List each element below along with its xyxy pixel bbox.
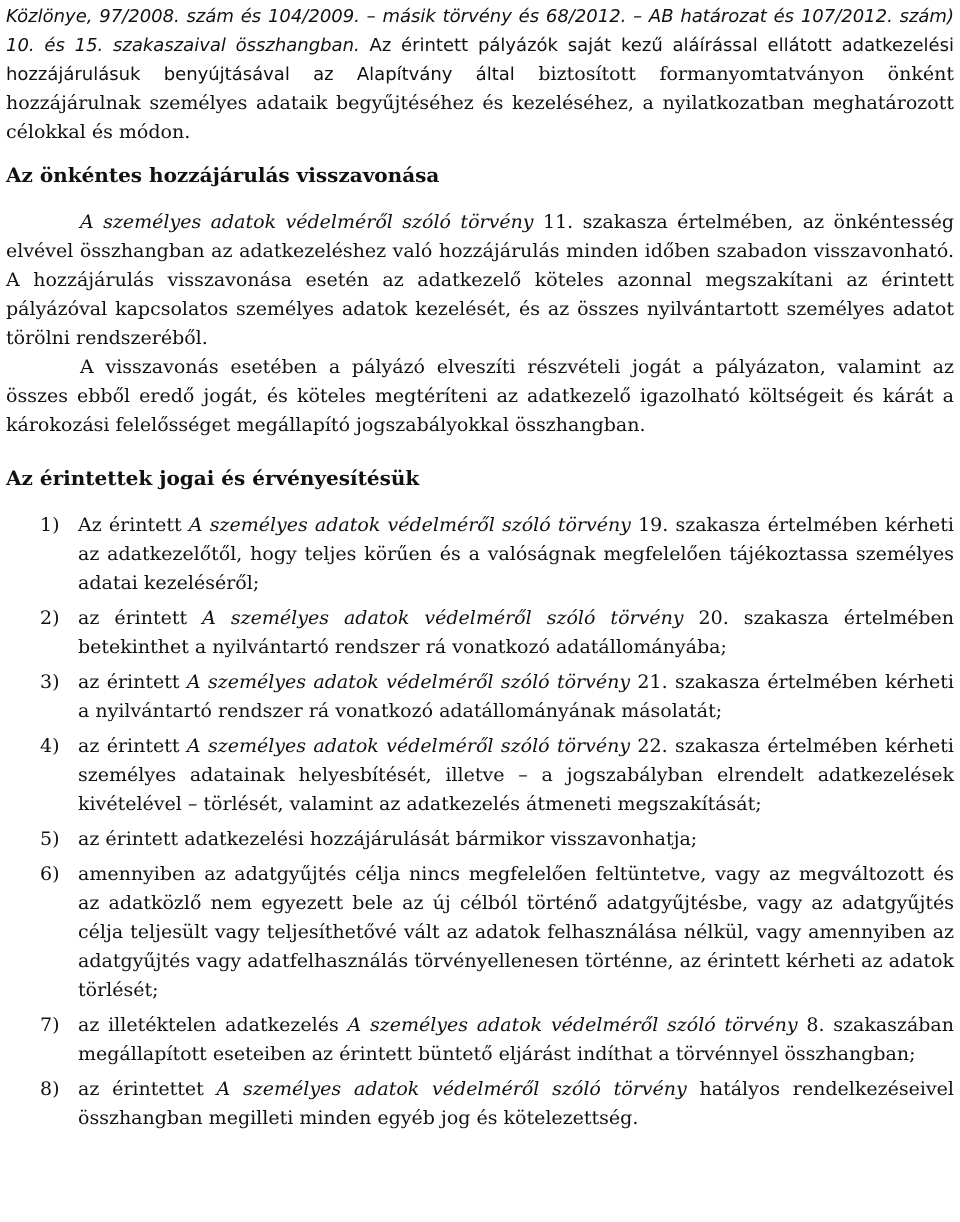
law-title-italic: A személyes adatok védelméről szóló törvény [186,735,631,757]
list-item-number: 2) [40,607,60,629]
rights-list-item [6,1011,954,1069]
intro-italic-lead: Közlönye, 97/2008. szám és 104/2009. – másik törvény és 68/2012. – AB határozat és 107/2012. szám) 10. és 15. szakaszaival összhangban. [6,6,954,56]
list-item-text [78,668,954,726]
list-item-number: 1) [40,514,60,536]
rights-list-item [6,732,954,819]
withdrawal-paragraph-1 [6,208,954,353]
list-item-text [78,732,954,819]
list-item-text-post: 8. szakaszában megállapított eseteiben az érintett büntető eljárást indíthat a törvénnyel összhangban; [78,1014,955,1065]
list-item-text-post: 22. szakasza értelmében kérheti személyes adatainak helyesbítését, illetve – a jogszabályban elrendelt adatkezelések kivételével – törlését, valamint az adatkezelés átmeneti megszakítását; [78,735,954,815]
list-item-text [78,1075,954,1133]
intro-paragraph [6,2,954,147]
list-item-text [78,604,954,662]
rights-list-item [6,1075,954,1133]
law-title-italic: A személyes adatok védelméről szóló törvény [347,1014,798,1036]
list-item-number: 4) [40,735,60,757]
list-item-text-pre: az érintett [78,671,187,693]
list-item-text-post: 21. szakasza értelmében kérheti a nyilvántartó rendszer rá vonatkozó adatállományának másolatát; [78,671,954,722]
law-title-italic: A személyes adatok védelméről szóló törvény [188,514,631,536]
rights-list-item [6,860,954,1005]
law-title-italic: A személyes adatok védelméről szóló törvény [216,1078,687,1100]
list-item-text-pre: az illetéktelen adatkezelés [78,1014,348,1036]
list-item-text [78,825,954,854]
section-heading-withdrawal: Az önkéntes hozzájárulás visszavonása [6,163,440,187]
list-item-text-post: 20. szakasza értelmében betekinthet a nyilvántartó rendszer rá vonatkozó adatállományába; [78,607,954,658]
list-item-number: 3) [40,671,60,693]
list-item-text-pre: az érintett [78,735,187,757]
list-item-number: 8) [40,1078,60,1100]
rights-list [6,511,954,1133]
list-item-number: 7) [40,1014,60,1036]
withdrawal-paragraph-1-text: 11. szakasza értelmében, az önkéntesség elvével összhangban az adatkezeléshez való hozzájárulás minden időben szabadon visszavonható. A hozzájárulás visszavonása esetén az adatkezelő köteles azonnal megszakítani az érintett pályázóval kapcsolatos személyes adatok kezelését, és az összes nyilvántartott személyes adatot törölni rendszeréből. [6,211,955,349]
law-title-italic: A személyes adatok védelméről szóló törvény [202,607,684,629]
list-item-text [78,1011,954,1069]
intro-sans-part: Az érintett pályázók saját kezű aláírással ellátott adatkezelési hozzájárulásuk benyújtásával az Alapítvány által [6,35,954,85]
rights-list-item [6,825,954,854]
section-heading-rights: Az érintettek jogai és érvényesítésük [6,466,420,490]
list-item-text-pre: az érintett adatkezelési hozzájárulását bármikor visszavonhatja; [78,828,698,850]
rights-list-item [6,511,954,598]
list-item-number: 5) [40,828,60,850]
withdrawal-paragraph-2: A visszavonás esetében a pályázó elveszíti részvételi jogát a pályázaton, valamint az összes ebből eredő jogát, és köteles megtéríteni az adatkezelő igazolható költségeit és kárát a károkozási felelősséget megállapító jogszabályokkal összhangban. [6,356,954,436]
list-item-text-pre: Az érintett [78,514,189,536]
list-item-text-post: hatályos rendelkezéseivel összhangban megilleti minden egyéb jog és kötelezettség. [78,1078,954,1129]
list-item-text-pre: amennyiben az adatgyűjtés célja nincs megfelelően feltüntetve, vagy az megváltozott és az adatközlő nem egyezett bele az új célból történő adatgyűjtésbe, vagy az adatgyűjtés célja teljesült vagy teljesíthetővé vált az adatok felhasználása nélkül, vagy amennyiben az adatgyűjtés vagy adatfelhasználás törvényellenesen történne, az érintett kérheti az adatok törlését; [78,863,954,1001]
rights-list-item [6,604,954,662]
law-title-italic: A személyes adatok védelméről szóló törvény [80,211,534,233]
list-item-text-pre: az érintettet [78,1078,217,1100]
list-item-number: 6) [40,863,60,885]
law-title-italic: A személyes adatok védelméről szóló törvény [186,671,631,693]
list-item-text-pre: az érintett [78,607,203,629]
intro-text-rest: biztosított formanyomtatványon önként hozzájárulnak személyes adataik begyűjtéséhez és kezeléséhez, a nyilatkozatban meghatározott célokkal és módon. [6,63,954,143]
list-item-text [78,511,954,598]
list-item-text [78,860,954,1005]
list-item-text-post: 19. szakasza értelmében kérheti az adatkezelőtől, hogy teljes körűen és a valóságnak megfelelően tájékoztassa személyes adatai kezeléséről; [78,514,954,594]
rights-list-item [6,668,954,726]
